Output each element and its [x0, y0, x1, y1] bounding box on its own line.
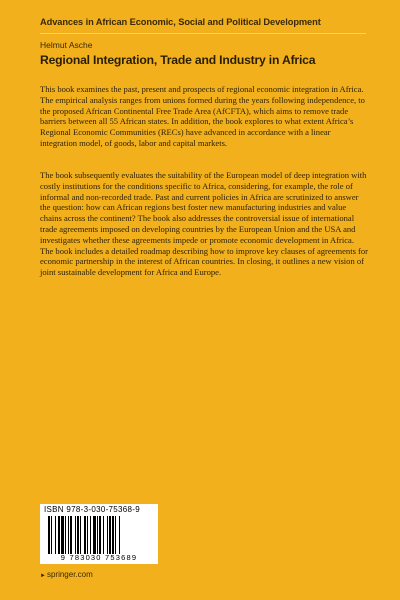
series-title: Advances in African Economic, Social and Political Development — [40, 17, 321, 27]
arrow-icon: ► — [40, 573, 46, 579]
isbn-number: ISBN 978-3-030-75368-9 — [44, 505, 140, 514]
barcode-icon — [48, 516, 150, 554]
header-rule — [40, 33, 366, 34]
publisher-label: springer.com — [46, 570, 93, 579]
publisher-link[interactable] — [40, 570, 93, 579]
barcode-block — [40, 504, 158, 564]
description-paragraph-1: This book examines the past, present and prospects of regional economic integration in Africa. The empirical analysis ranges from unions formed during the years following independence, to the proposed African Continental Free Trade Area (AfCFTA), which aims to remove trade barriers between all 55 African states. In addition, the book explores to what extent Africa’s Regional Economic Communities (RECs) have advanced in accordance with a linear integration model, of goods, labor and capital markets. — [40, 84, 365, 148]
author-name: Helmut Asche — [40, 40, 93, 50]
description-paragraph-2: The book subsequently evaluates the suitability of the European model of deep integration with costly institutions for the conditions specific to Africa, considering, for example, the role of informal and non-recorded trade. Past and current policies in Africa are scrutinized to answer the question: how can African regions best foster new manufacturing industries and value chains across the continent? The book also addresses the controversial issue of international trade agreements imposed on developing countries by the European Union and the USA and investigates whether these agreements impede or promote economic development in Africa. The book includes a detailed roadmap describing how to improve key clauses of agreements for economic partnership in the interest of African countries. In closing, it outlines a new vision of joint sustainable development for Africa and Europe. — [40, 170, 368, 278]
barcode-digits: 9 783030 753689 — [60, 553, 138, 562]
book-title: Regional Integration, Trade and Industry in Africa — [40, 53, 316, 67]
